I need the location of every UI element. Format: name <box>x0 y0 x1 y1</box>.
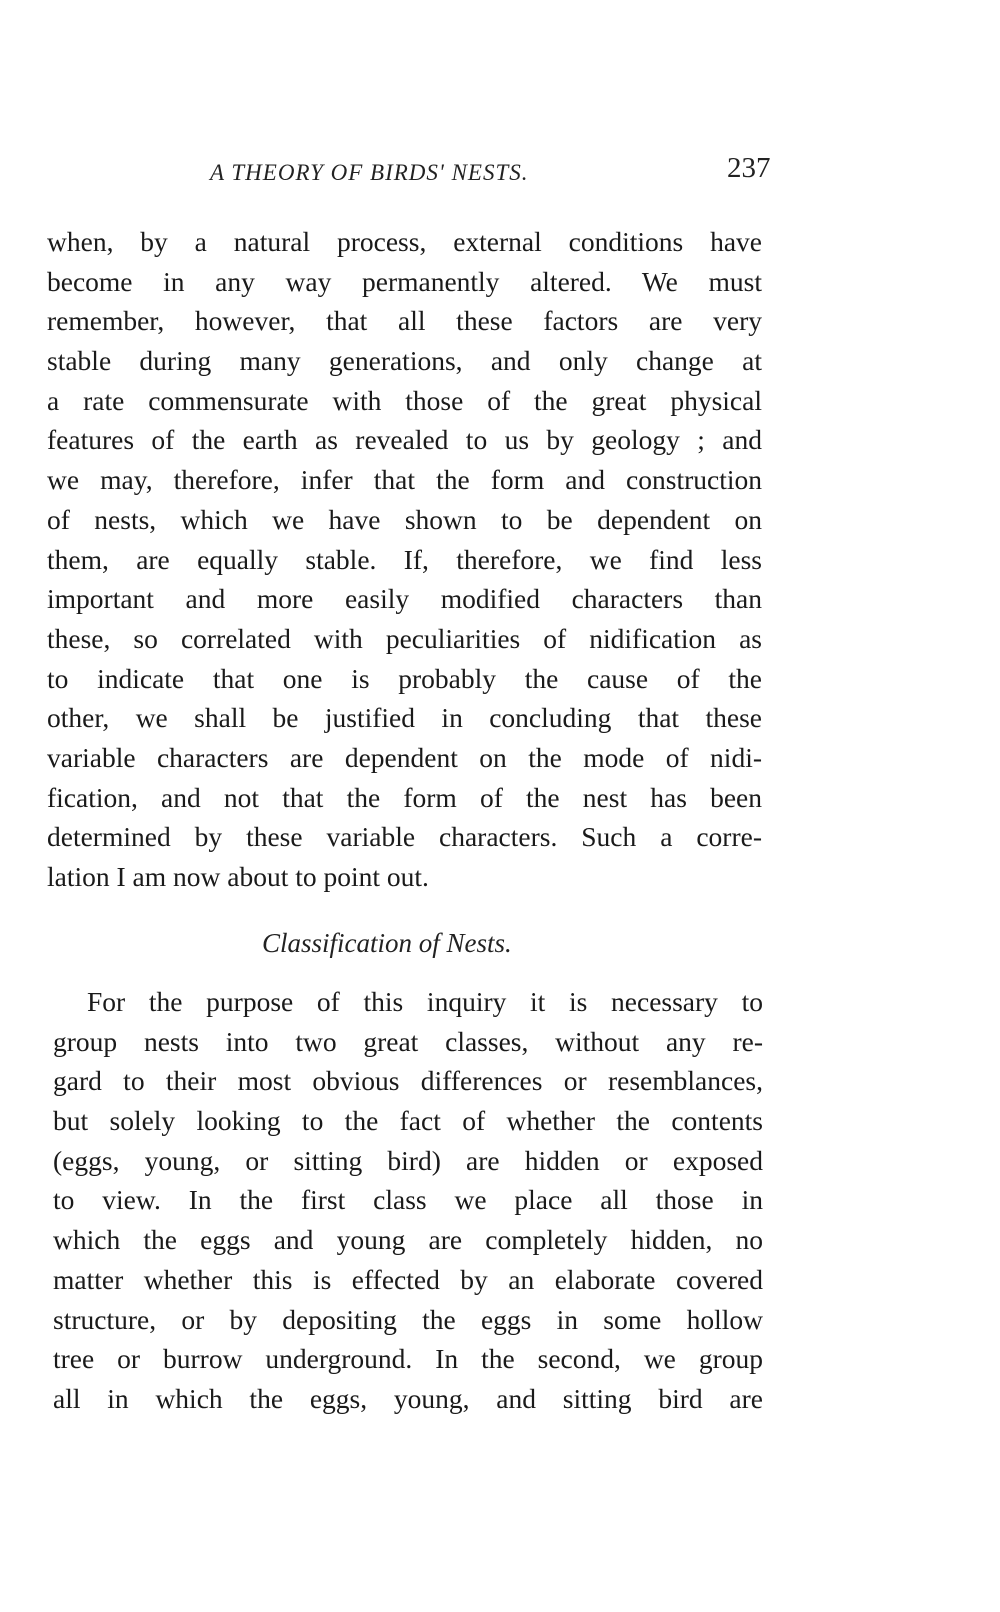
text-line: features of the earth as revealed to us by geology ; and <box>47 424 762 456</box>
paragraph-1 <box>47 222 762 897</box>
text-line: For the purpose of this inquiry it is necessary to <box>87 986 763 1017</box>
text-line: to indicate that one is probably the cause of the <box>47 662 762 694</box>
text-line: these, so correlated with peculiarities of nidification as <box>47 622 762 654</box>
text-line: tree or burrow underground. In the second, we group <box>53 1343 763 1375</box>
running-head: A THEORY OF BIRDS' NESTS. <box>210 160 529 185</box>
paragraph-2 <box>53 982 763 1419</box>
text-line: remember, however, that all these factors are very <box>47 305 762 337</box>
text-line: gard to their most obvious differences or resemblances, <box>53 1065 763 1097</box>
text-line: become in any way permanently altered. We must <box>47 265 762 297</box>
text-line: determined by these variable characters. Such a corre- <box>47 821 762 853</box>
text-line: (eggs, young, or sitting bird) are hidden or exposed <box>53 1144 763 1176</box>
text-line: when, by a natural process, external conditions have <box>47 226 762 257</box>
text-line: structure, or by depositing the eggs in some hollow <box>53 1303 763 1335</box>
text-line: all in which the eggs, young, and sitting bird are <box>53 1382 763 1414</box>
text-line: matter whether this is effected by an elaborate covered <box>53 1263 763 1295</box>
text-line: to view. In the first class we place all those in <box>53 1184 763 1216</box>
text-line: lation I am now about to point out. <box>47 861 429 892</box>
text-line: variable characters are dependent on the mode of nidi- <box>47 741 762 773</box>
text-line: fication, and not that the form of the nest has been <box>47 781 762 813</box>
text-line: a rate commensurate with those of the great physical <box>47 384 762 416</box>
text-line: them, are equally stable. If, therefore, we find less <box>47 543 762 575</box>
page-number: 237 <box>727 152 771 184</box>
text-line: important and more easily modified characters than <box>47 583 762 615</box>
text-line: other, we shall be justified in concluding that these <box>47 702 762 734</box>
section-heading: Classification of Nests. <box>262 928 512 958</box>
text-line: group nests into two great classes, without any re- <box>53 1025 763 1057</box>
text-line: stable during many generations, and only change at <box>47 345 762 377</box>
text-line: but solely looking to the fact of whether the contents <box>53 1105 763 1137</box>
text-line: we may, therefore, infer that the form and construction <box>47 464 762 496</box>
text-line: which the eggs and young are completely hidden, no <box>53 1224 763 1256</box>
text-line: of nests, which we have shown to be dependent on <box>47 503 762 535</box>
